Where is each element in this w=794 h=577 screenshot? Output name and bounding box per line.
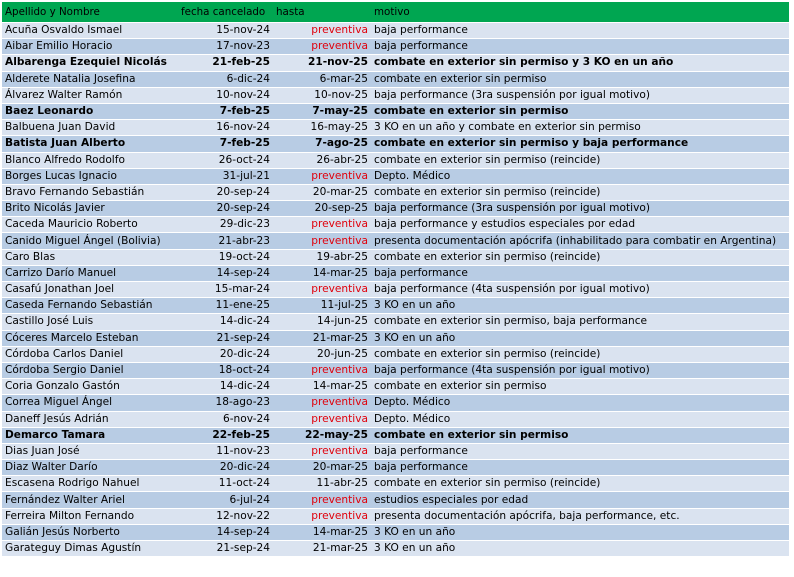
table-row — [2, 298, 789, 314]
cell-hasta[interactable]: preventiva — [273, 23, 371, 39]
cell-hasta[interactable]: preventiva — [273, 282, 371, 298]
cell-motivo[interactable]: baja performance — [371, 23, 789, 39]
cell-name[interactable]: Casafú Jonathan Joel — [2, 282, 178, 298]
cell-motivo[interactable]: combate en exterior sin permiso, baja performance — [371, 314, 789, 330]
cell-fecha-cancelado[interactable]: 15-mar-24 — [178, 282, 273, 298]
cell-fecha-cancelado[interactable]: 21-sep-24 — [178, 330, 273, 346]
cell-hasta[interactable]: 6-mar-25 — [273, 71, 371, 87]
cell-name[interactable]: Ferreira Milton Fernando — [2, 508, 178, 524]
table-row — [2, 314, 789, 330]
cell-fecha-cancelado[interactable]: 15-nov-24 — [178, 23, 273, 39]
cell-fecha-cancelado[interactable]: 18-oct-24 — [178, 362, 273, 378]
table-row — [2, 346, 789, 362]
cell-name[interactable]: Álvarez Walter Ramón — [2, 87, 178, 103]
table-row — [2, 249, 789, 265]
table-row — [2, 23, 789, 39]
cell-fecha-cancelado[interactable]: 22-feb-25 — [178, 427, 273, 443]
cell-name[interactable]: Brito Nicolás Javier — [2, 201, 178, 217]
header-fecha-cancelado[interactable]: fecha cancelado — [178, 2, 273, 23]
table-row — [2, 460, 789, 476]
cell-fecha-cancelado[interactable]: 17-nov-23 — [178, 39, 273, 55]
cell-fecha-cancelado[interactable]: 20-dic-24 — [178, 460, 273, 476]
cell-motivo[interactable]: combate en exterior sin permiso (reincide) — [371, 476, 789, 492]
cell-hasta[interactable]: 20-mar-25 — [273, 460, 371, 476]
table-row — [2, 136, 789, 152]
cell-hasta[interactable]: preventiva — [273, 233, 371, 249]
cell-name[interactable]: Galián Jesús Norberto — [2, 524, 178, 540]
table-row — [2, 395, 789, 411]
cell-hasta[interactable]: 20-sep-25 — [273, 201, 371, 217]
cell-hasta[interactable]: 11-abr-25 — [273, 476, 371, 492]
cell-hasta[interactable]: 7-may-25 — [273, 103, 371, 119]
table-row — [2, 427, 789, 443]
cell-fecha-cancelado[interactable]: 21-sep-24 — [178, 541, 273, 557]
cell-fecha-cancelado[interactable]: 10-nov-24 — [178, 87, 273, 103]
cell-fecha-cancelado[interactable]: 21-feb-25 — [178, 55, 273, 71]
cell-motivo[interactable]: combate en exterior sin permiso y baja performance — [371, 136, 789, 152]
cell-name[interactable]: Correa Miguel Ángel — [2, 395, 178, 411]
cell-name[interactable]: Baez Leonardo — [2, 103, 178, 119]
cell-motivo[interactable]: combate en exterior sin permiso — [371, 103, 789, 119]
cell-motivo[interactable]: baja performance (4ta suspensión por igual motivo) — [371, 362, 789, 378]
cell-motivo[interactable]: baja performance (4ta suspensión por igual motivo) — [371, 282, 789, 298]
header-name[interactable]: Apellido y Nombre — [2, 2, 178, 23]
cell-fecha-cancelado[interactable]: 14-sep-24 — [178, 524, 273, 540]
cell-name[interactable]: Balbuena Juan David — [2, 120, 178, 136]
cell-name[interactable]: Escasena Rodrigo Nahuel — [2, 476, 178, 492]
cell-name[interactable]: Caro Blas — [2, 249, 178, 265]
cell-motivo[interactable]: baja performance — [371, 460, 789, 476]
cell-name[interactable]: Bravo Fernando Sebastián — [2, 184, 178, 200]
cell-name[interactable]: Córdoba Sergio Daniel — [2, 362, 178, 378]
cell-hasta[interactable]: 21-nov-25 — [273, 55, 371, 71]
cell-fecha-cancelado[interactable]: 7-feb-25 — [178, 103, 273, 119]
cell-hasta[interactable]: preventiva — [273, 362, 371, 378]
cell-motivo[interactable]: estudios especiales por edad — [371, 492, 789, 508]
cell-hasta[interactable]: 21-mar-25 — [273, 541, 371, 557]
cell-fecha-cancelado[interactable]: 20-sep-24 — [178, 201, 273, 217]
table-row — [2, 71, 789, 87]
cell-motivo[interactable]: combate en exterior sin permiso y 3 KO en un año — [371, 55, 789, 71]
cell-fecha-cancelado[interactable]: 6-nov-24 — [178, 411, 273, 427]
table-row — [2, 201, 789, 217]
cell-hasta[interactable]: 19-abr-25 — [273, 249, 371, 265]
table-row — [2, 411, 789, 427]
cell-hasta[interactable]: preventiva — [273, 443, 371, 459]
cell-name[interactable]: Fernández Walter Ariel — [2, 492, 178, 508]
cell-hasta[interactable]: 14-mar-25 — [273, 379, 371, 395]
cell-motivo[interactable]: baja performance y estudios especiales por edad — [371, 217, 789, 233]
cell-fecha-cancelado[interactable]: 11-nov-23 — [178, 443, 273, 459]
cell-fecha-cancelado[interactable]: 6-dic-24 — [178, 71, 273, 87]
cell-hasta[interactable]: 22-may-25 — [273, 427, 371, 443]
cell-fecha-cancelado[interactable]: 6-jul-24 — [178, 492, 273, 508]
cell-hasta[interactable]: 11-jul-25 — [273, 298, 371, 314]
cell-hasta[interactable]: 14-mar-25 — [273, 524, 371, 540]
cell-motivo[interactable]: 3 KO en un año — [371, 330, 789, 346]
cell-fecha-cancelado[interactable]: 18-ago-23 — [178, 395, 273, 411]
cell-hasta[interactable]: 16-may-25 — [273, 120, 371, 136]
table-body — [2, 23, 789, 557]
table-row — [2, 379, 789, 395]
cell-fecha-cancelado[interactable]: 19-oct-24 — [178, 249, 273, 265]
table-row — [2, 541, 789, 557]
cell-name[interactable]: Caceda Mauricio Roberto — [2, 217, 178, 233]
cell-hasta[interactable]: preventiva — [273, 411, 371, 427]
cell-name[interactable]: Dias Juan José — [2, 443, 178, 459]
table-row — [2, 168, 789, 184]
cell-fecha-cancelado[interactable]: 11-ene-25 — [178, 298, 273, 314]
cell-name[interactable]: Aibar Emilio Horacio — [2, 39, 178, 55]
cell-name[interactable]: Garateguy Dimas Agustín — [2, 541, 178, 557]
cell-hasta[interactable]: 10-nov-25 — [273, 87, 371, 103]
cell-motivo[interactable]: 3 KO en un año y combate en exterior sin permiso — [371, 120, 789, 136]
cell-name[interactable]: Borges Lucas Ignacio — [2, 168, 178, 184]
cell-motivo[interactable]: baja performance — [371, 39, 789, 55]
table-row — [2, 152, 789, 168]
cell-fecha-cancelado[interactable]: 12-nov-22 — [178, 508, 273, 524]
cell-name[interactable]: Albarenga Ezequiel Nicolás — [2, 55, 178, 71]
cell-name[interactable]: Canido Miguel Ángel (Bolivia) — [2, 233, 178, 249]
table-row — [2, 217, 789, 233]
cell-hasta[interactable]: 14-jun-25 — [273, 314, 371, 330]
table-row — [2, 476, 789, 492]
table-row — [2, 39, 789, 55]
header-row — [2, 2, 789, 23]
table-row — [2, 492, 789, 508]
cell-name[interactable]: Caseda Fernando Sebastián — [2, 298, 178, 314]
cell-motivo[interactable]: 3 KO en un año — [371, 541, 789, 557]
cell-hasta[interactable]: 20-jun-25 — [273, 346, 371, 362]
cell-motivo[interactable]: presenta documentación apócrifa (inhabilitado para combatir en Argentina) — [371, 233, 789, 249]
cell-motivo[interactable]: combate en exterior sin permiso (reincide) — [371, 249, 789, 265]
table-row — [2, 184, 789, 200]
cell-name[interactable]: Daneff Jesús Adrián — [2, 411, 178, 427]
header-motivo[interactable]: motivo — [371, 2, 789, 23]
cell-name[interactable]: Carrizo Darío Manuel — [2, 265, 178, 281]
table-row — [2, 233, 789, 249]
header-hasta[interactable]: hasta — [273, 2, 371, 23]
cell-fecha-cancelado[interactable]: 14-sep-24 — [178, 265, 273, 281]
cell-hasta[interactable]: preventiva — [273, 492, 371, 508]
suspensions-table — [2, 2, 789, 557]
cell-motivo[interactable]: 3 KO en un año — [371, 524, 789, 540]
cell-motivo[interactable]: Depto. Médico — [371, 411, 789, 427]
cell-fecha-cancelado[interactable]: 14-dic-24 — [178, 314, 273, 330]
cell-hasta[interactable]: preventiva — [273, 395, 371, 411]
cell-motivo[interactable]: baja performance — [371, 443, 789, 459]
cell-motivo[interactable]: presenta documentación apócrifa, baja performance, etc. — [371, 508, 789, 524]
table-row — [2, 443, 789, 459]
cell-fecha-cancelado[interactable]: 16-nov-24 — [178, 120, 273, 136]
cell-motivo[interactable]: baja performance (3ra suspensión por igual motivo) — [371, 87, 789, 103]
cell-fecha-cancelado[interactable]: 11-oct-24 — [178, 476, 273, 492]
table-row — [2, 330, 789, 346]
cell-name[interactable]: Blanco Alfredo Rodolfo — [2, 152, 178, 168]
cell-motivo[interactable]: combate en exterior sin permiso (reincide) — [371, 184, 789, 200]
cell-hasta[interactable]: preventiva — [273, 217, 371, 233]
cell-motivo[interactable]: combate en exterior sin permiso — [371, 71, 789, 87]
cell-hasta[interactable]: 20-mar-25 — [273, 184, 371, 200]
cell-name[interactable]: Diaz Walter Darío — [2, 460, 178, 476]
cell-hasta[interactable]: preventiva — [273, 39, 371, 55]
cell-name[interactable]: Cóceres Marcelo Esteban — [2, 330, 178, 346]
cell-name[interactable]: Córdoba Carlos Daniel — [2, 346, 178, 362]
table-row — [2, 103, 789, 119]
cell-motivo[interactable]: 3 KO en un año — [371, 298, 789, 314]
table-row — [2, 362, 789, 378]
cell-motivo[interactable]: baja performance (3ra suspensión por igual motivo) — [371, 201, 789, 217]
cell-name[interactable]: Coria Gonzalo Gastón — [2, 379, 178, 395]
table-row — [2, 120, 789, 136]
cell-motivo[interactable]: combate en exterior sin permiso (reincide) — [371, 152, 789, 168]
table-row — [2, 55, 789, 71]
cell-name[interactable]: Castillo José Luis — [2, 314, 178, 330]
table-row — [2, 282, 789, 298]
cell-name[interactable]: Alderete Natalia Josefina — [2, 71, 178, 87]
cell-fecha-cancelado[interactable]: 14-dic-24 — [178, 379, 273, 395]
cell-fecha-cancelado[interactable]: 26-oct-24 — [178, 152, 273, 168]
cell-name[interactable]: Demarco Tamara — [2, 427, 178, 443]
cell-motivo[interactable]: Depto. Médico — [371, 168, 789, 184]
cell-hasta[interactable]: 21-mar-25 — [273, 330, 371, 346]
cell-motivo[interactable]: combate en exterior sin permiso — [371, 379, 789, 395]
table-row — [2, 508, 789, 524]
cell-motivo[interactable]: combate en exterior sin permiso — [371, 427, 789, 443]
cell-fecha-cancelado[interactable]: 7-feb-25 — [178, 136, 273, 152]
cell-motivo[interactable]: combate en exterior sin permiso (reincide) — [371, 346, 789, 362]
cell-fecha-cancelado[interactable]: 31-jul-21 — [178, 168, 273, 184]
cell-hasta[interactable]: 14-mar-25 — [273, 265, 371, 281]
cell-hasta[interactable]: preventiva — [273, 508, 371, 524]
cell-fecha-cancelado[interactable]: 29-dic-23 — [178, 217, 273, 233]
table-row — [2, 265, 789, 281]
cell-hasta[interactable]: 26-abr-25 — [273, 152, 371, 168]
cell-hasta[interactable]: 7-ago-25 — [273, 136, 371, 152]
cell-fecha-cancelado[interactable]: 21-abr-23 — [178, 233, 273, 249]
cell-motivo[interactable]: baja performance — [371, 265, 789, 281]
cell-name[interactable]: Batista Juan Alberto — [2, 136, 178, 152]
cell-name[interactable]: Acuña Osvaldo Ismael — [2, 23, 178, 39]
cell-fecha-cancelado[interactable]: 20-sep-24 — [178, 184, 273, 200]
cell-fecha-cancelado[interactable]: 20-dic-24 — [178, 346, 273, 362]
cell-hasta[interactable]: preventiva — [273, 168, 371, 184]
table-row — [2, 524, 789, 540]
cell-motivo[interactable]: Depto. Médico — [371, 395, 789, 411]
table-row — [2, 87, 789, 103]
